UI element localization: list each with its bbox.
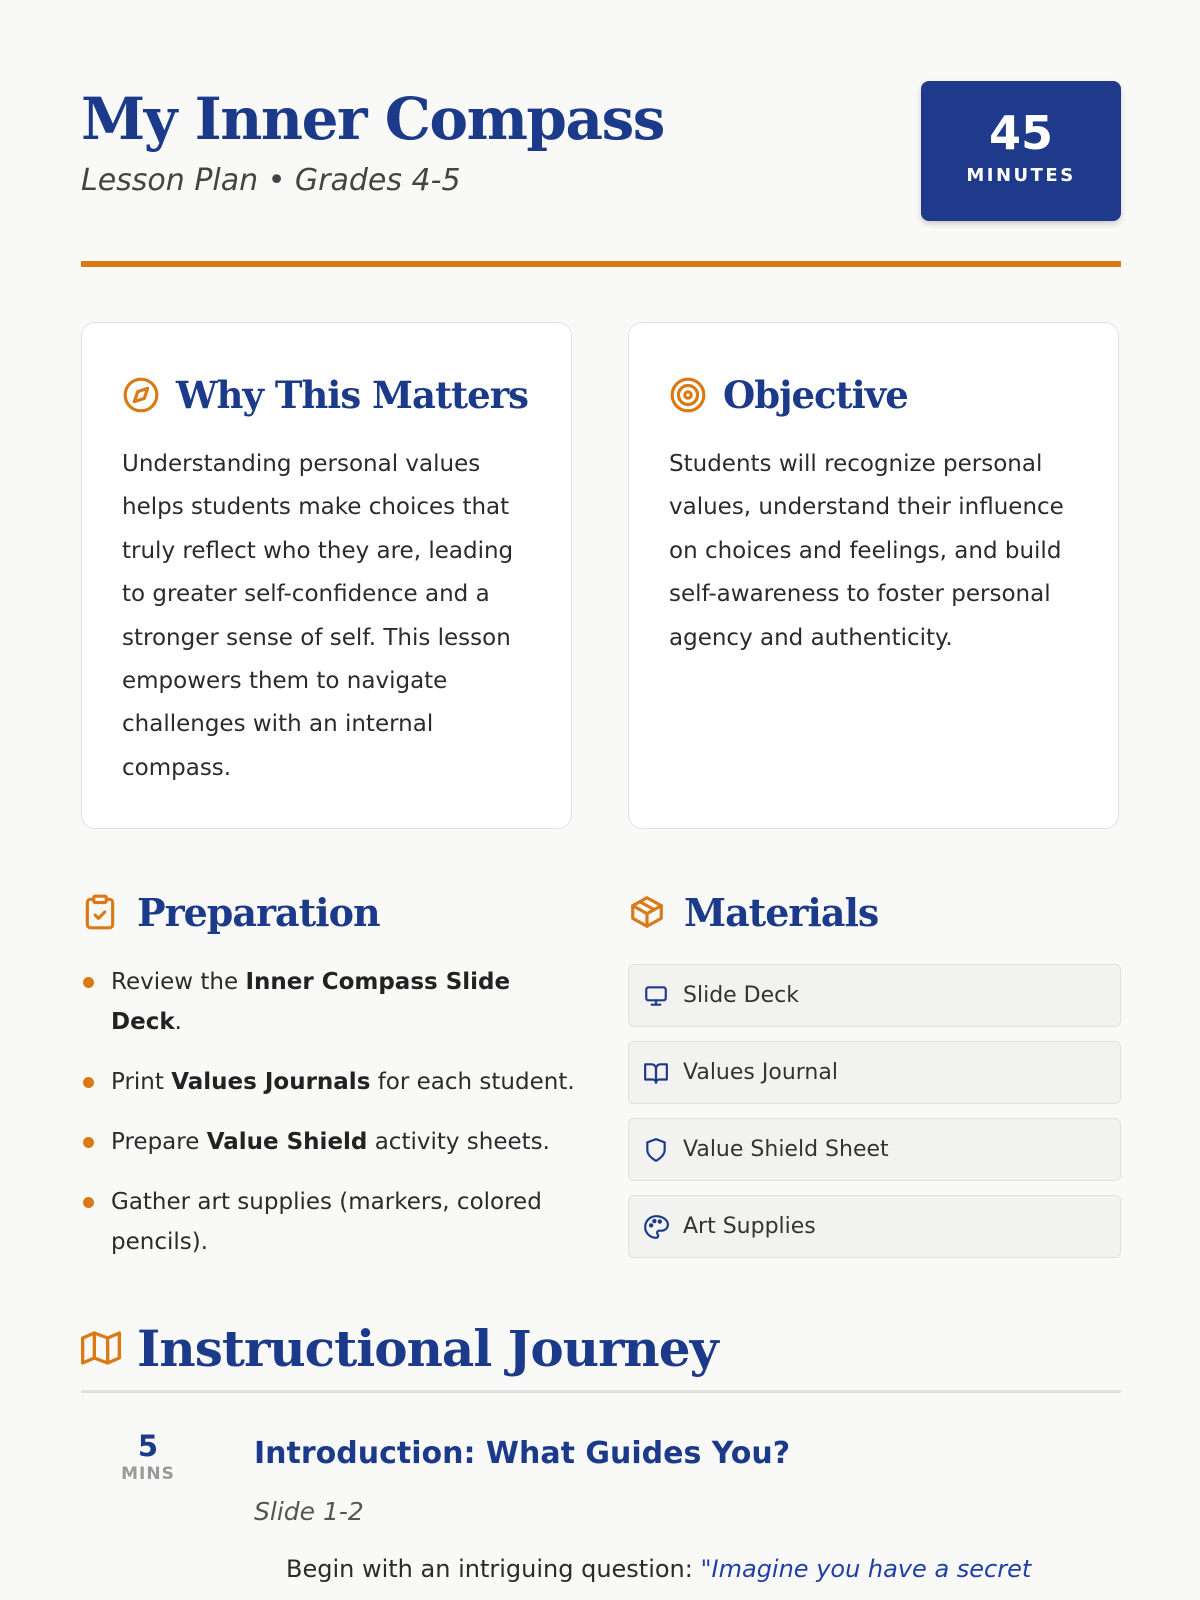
- book-open-icon: [641, 1058, 671, 1088]
- lesson-header: [81, 85, 1121, 265]
- duration-badge: [921, 81, 1121, 221]
- target-icon: [669, 375, 709, 415]
- why-heading: Why This Matters: [176, 373, 529, 417]
- list-item: Print Values Journals for each student.: [81, 1062, 586, 1102]
- journey-header: [81, 1320, 718, 1376]
- shield-icon: [641, 1135, 671, 1165]
- package-icon: [628, 892, 668, 932]
- header-divider: [81, 261, 1121, 267]
- why-body: Understanding personal values helps students make choices that truly reflect who they are, leading to greater self-confidence and a stronger sense of self. This lesson empowers them to navigate challenges with an internal compass.: [122, 451, 514, 781]
- duration-unit: MINUTES: [966, 165, 1076, 186]
- monitor-icon: [641, 981, 671, 1011]
- page-subtitle: Lesson Plan • Grades 4-5: [81, 163, 461, 198]
- journey-heading: Instructional Journey: [137, 1318, 718, 1378]
- step-duration-unit: MINS: [121, 1464, 175, 1484]
- objective-heading: Objective: [723, 373, 908, 417]
- step-duration-value: 5: [137, 1429, 159, 1463]
- material-label: Art Supplies: [683, 1214, 816, 1239]
- material-item-value-shield: [628, 1118, 1121, 1181]
- list-item: Prepare Value Shield activity sheets.: [81, 1122, 586, 1162]
- material-item-slide-deck: [628, 964, 1121, 1027]
- step-duration: [110, 1428, 186, 1484]
- objective-card: [628, 322, 1119, 829]
- step-title: Introduction: What Guides You?: [254, 1436, 791, 1471]
- preparation-header: [81, 884, 380, 940]
- material-item-values-journal: [628, 1041, 1121, 1104]
- material-label: Value Shield Sheet: [683, 1137, 889, 1162]
- material-label: Values Journal: [683, 1060, 838, 1085]
- step-bullet: Begin with an intriguing question: "Imagine you have a secret: [286, 1555, 1106, 1583]
- clipboard-check-icon: [81, 892, 121, 932]
- step-slides: Slide 1-2: [254, 1497, 364, 1526]
- page-title: My Inner Compass: [81, 85, 664, 153]
- material-item-art-supplies: [628, 1195, 1121, 1258]
- material-label: Slide Deck: [683, 983, 799, 1008]
- materials-heading: Materials: [684, 889, 879, 935]
- objective-body: Students will recognize personal values, understand their influence on choices and feelings, and build self-awareness to foster personal agency and authenticity.: [669, 451, 1064, 651]
- duration-value: 45: [988, 106, 1053, 160]
- journey-divider: [81, 1390, 1121, 1393]
- compass-icon: [122, 375, 162, 415]
- preparation-list: [81, 962, 586, 1282]
- list-item: Review the Inner Compass Slide Deck.: [81, 962, 586, 1042]
- preparation-heading: Preparation: [137, 889, 380, 935]
- list-item: Gather art supplies (markers, colored pencils).: [81, 1182, 586, 1262]
- palette-icon: [641, 1212, 671, 1242]
- map-icon: [81, 1328, 121, 1368]
- why-card: [81, 322, 572, 829]
- materials-header: [628, 884, 878, 940]
